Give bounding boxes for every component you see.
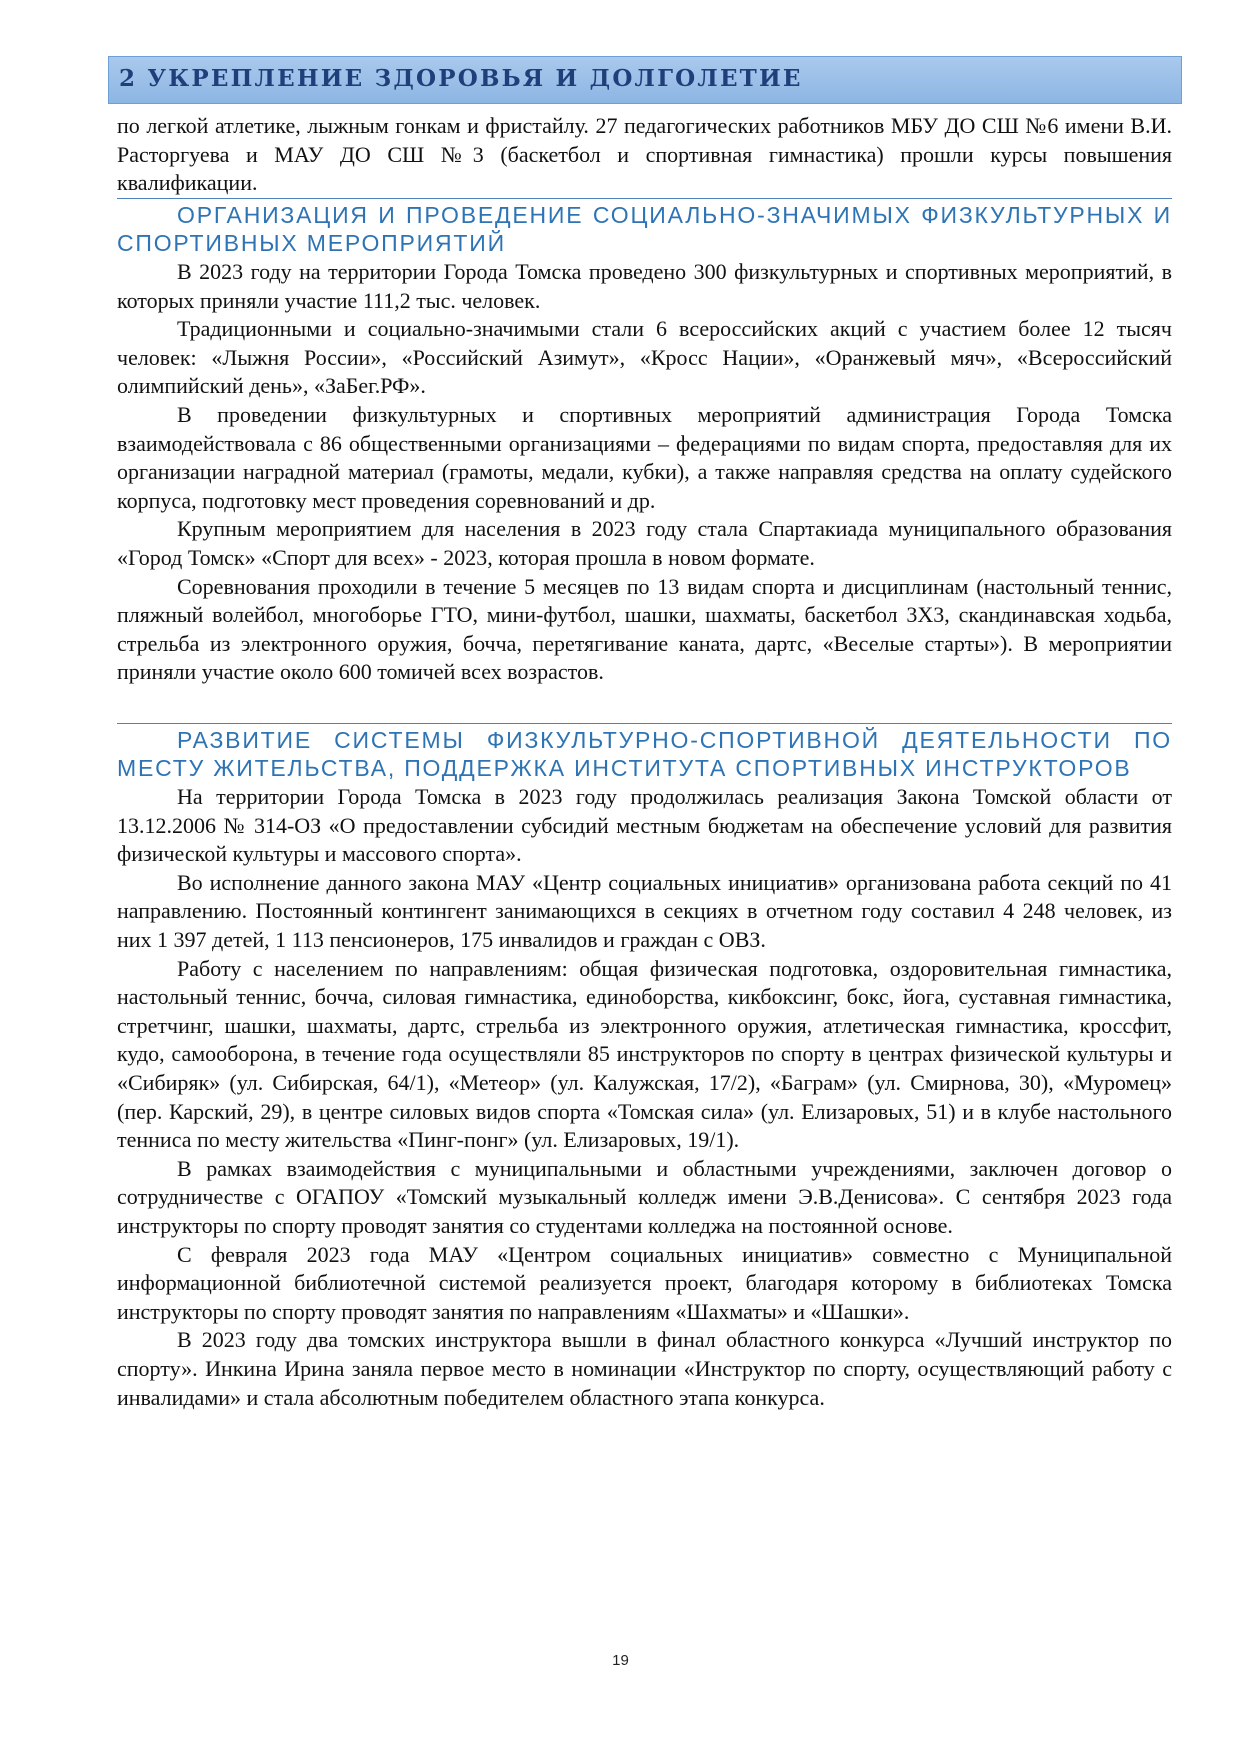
paragraph: Во исполнение данного закона МАУ «Центр социальных инициатив» организована работа секций по 41 направлению. Постоянный контингент занимающихся в секциях в отчетном году составил 4 248 человек, из них 1 397 детей, 1 113 пенсионеров, 175 инвалидов и граждан с ОВЗ. xyxy=(117,869,1172,953)
section-body-events xyxy=(117,258,1172,687)
paragraph: В проведении физкультурных и спортивных мероприятий администрация Города Томска взаимодействовала с 86 общественными организациями – федерациями по видам спорта, предоставляя для их организации наградной материал (грамоты, медали, кубки), а также направляя средства на оплату судейского корпуса, подготовку мест проведения соревнований и др. xyxy=(117,401,1172,513)
section-heading-events: ОРГАНИЗАЦИЯ И ПРОВЕДЕНИЕ СОЦИАЛЬНО-ЗНАЧИМЫХ ФИЗКУЛЬТУРНЫХ И СПОРТИВНЫХ МЕРОПРИЯТИЙ xyxy=(117,198,1172,258)
paragraph: Традиционными и социально-значимыми стали 6 всероссийских акций с участием более 12 тысяч человек: «Лыжня России», «Российский Азимут», «Кросс Нации», «Оранжевый мяч», «Всероссийский олимпийский день», «ЗаБег.РФ». xyxy=(117,316,1172,399)
paragraph: Соревнования проходили в течение 5 месяцев по 13 видам спорта и дисциплинам (настольный теннис, пляжный волейбол, многоборье ГТО, мини-футбол, шашки, шахматы, баскетбол 3Х3, скандинавская ходьба, стрельба из электронного оружия, бочча, перетягивание каната, дартс, «Веселые старты»). В мероприятии приняли участие около 600 томичей всех возрастов. xyxy=(117,573,1172,685)
page-content xyxy=(117,112,1172,1412)
paragraph: С февраля 2023 года МАУ «Центром социальных инициатив» совместно с Муниципальной информационной библиотечной системой реализуется проект, благодаря которому в библиотеках Томска инструкторы по спорту проводят занятия по направлениям «Шахматы» и «Шашки». xyxy=(117,1241,1172,1324)
paragraph: В рамках взаимодействия с муниципальными и областными учреждениями, заключен договор о сотрудничестве с ОГАПОУ «Томский музыкальный колледж имени Э.В.Денисова». С сентября 2023 года инструкторы по спорту проводят занятия со студентами колледжа на постоянной основе. xyxy=(117,1155,1172,1238)
chapter-title: 2 УКРЕПЛЕНИЕ ЗДОРОВЬЯ И ДОЛГОЛЕТИЕ xyxy=(119,65,803,92)
paragraph: Крупным мероприятием для населения в 2023 году стала Спартакиада муниципального образования «Город Томск» «Спорт для всех» - 2023, которая прошла в новом формате. xyxy=(117,516,1172,570)
intro-paragraph: по легкой атлетике, лыжным гонкам и фристайлу. 27 педагогических работников МБУ ДО СШ №6 имени В.И. Расторгуева и МАУ ДО СШ №3 (баскетбол и спортивная гимнастика) прошли курсы повышения квалификации. xyxy=(117,113,1172,196)
chapter-header-bar xyxy=(108,56,1182,104)
paragraph: Работу с населением по направлениям: общая физическая подготовка, оздоровительная гимнастика, настольный теннис, бочча, силовая гимнастика, единоборства, кикбоксинг, бокс, йога, суставная гимнастика, стретчинг, шашки, шахматы, дартс, стрельба из электронного оружия, атлетическая гимнастика, кроссфит, кудо, самооборона, в течение года осуществляли 85 инструкторов по спорту в центрах физической культуры и «Сибиряк» (ул. Сибирская, 64/1), «Метеор» (ул. Калужская, 17/2), «Баграм» (ул. Смирнова, 30), «Муромец» (пер. Карский, 29), в центре силовых видов спорта «Томская сила» (ул. Елизаровых, 51) и в клубе настольного тенниса по месту жительства «Пинг-понг» (ул. Елизаровых, 19/1). xyxy=(117,955,1172,1153)
paragraph: В 2023 году два томских инструктора вышли в финал областного конкурса «Лучший инструктор по спорту». Инкина Ирина заняла первое место в номинации «Инструктор по спорту, осуществляющий работу с инвалидами» и стала абсолютным победителем областного этапа конкурса. xyxy=(117,1327,1172,1410)
page-number: 19 xyxy=(612,1652,629,1669)
paragraph: На территории Города Томска в 2023 году продолжилась реализация Закона Томской области от 13.12.2006 № 314-ОЗ «О предоставлении субсидий местным бюджетам на обеспечение условий для развития физической культуры и массового спорта». xyxy=(117,784,1172,867)
paragraph: В 2023 году на территории Города Томска проведено 300 физкультурных и спортивных мероприятий, в которых приняли участие 111,2 тыс. человек. xyxy=(117,258,1172,313)
section-body-instructors xyxy=(117,783,1172,1412)
section-heading-instructors: РАЗВИТИЕ СИСТЕМЫ ФИЗКУЛЬТУРНО-СПОРТИВНОЙ ДЕЯТЕЛЬНОСТИ ПО МЕСТУ ЖИТЕЛЬСТВА, ПОДДЕРЖКА ИНСТИТУТА СПОРТИВНЫХ ИНСТРУКТОРОВ xyxy=(117,723,1172,783)
